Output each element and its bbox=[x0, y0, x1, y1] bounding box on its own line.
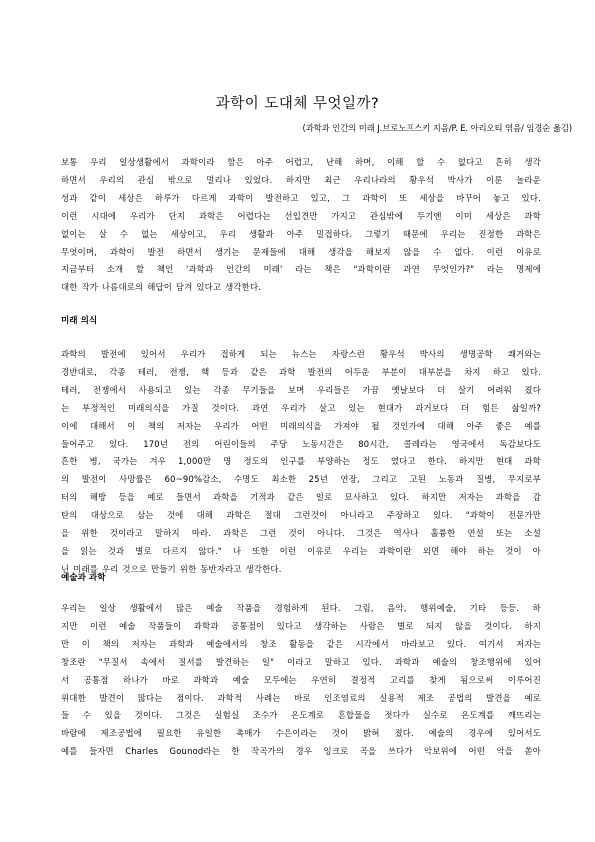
art-and-science-paragraph bbox=[61, 600, 541, 761]
text-line: 무엇이며, 과학이 발전 하면서 생기는 문제들에 대해 생각을 해보지 않을 수 없다. 이런 이유로 bbox=[61, 246, 541, 257]
text-line: 의 발전이 사망률은 60~90%감소, 수명도 최소한 25년 연장, 그리고 고된 노동과 질병, 무지로부 bbox=[61, 474, 541, 485]
text-line: 들 수 있을 것이다. 그것은 실험실 조수가 온도계로 혼합물을 젓다가 실수로 온도계를 깨뜨리는 bbox=[61, 710, 541, 721]
text-line: 예를 들자면 Charles Gounod라는 한 작곡가의 경우 잉크로 곡을 쓰다가 악보위에 어떤 악을 쏟아 bbox=[61, 746, 541, 757]
text-line: 창조란 "무질서 속에서 질서를 발견하는 일" 이라고 말하고 있다. 과학과 예술의 창조행위에 있어 bbox=[61, 656, 541, 667]
text-line: 흔한 병, 국가는 겨우 1,000만 명 정도의 인구를 부양하는 정도 였다고 한다. 하지만 현대 과학 bbox=[61, 456, 541, 467]
text-line: 이런 시대에 우리가 단지 과학은 어렵다는 선입견만 가지고 관심밖에 두기엔 이미 세상은 과학 bbox=[61, 210, 541, 221]
text-line: 는 부정적인 미래의식을 가질 것이다. 과연 우리가 살고 있는 현대가 과거보다 더 힘든 삶일까? bbox=[61, 402, 541, 413]
text-line: 보통 우리 일상생활에서 과학이라 함은 아주 어렵고, 난해 하며, 이해 할 수 없다고 흔히 생각 bbox=[61, 157, 541, 167]
text-line: 하면서 우리의 관심 밖으로 멀리나 있었다. 하지만 최근 우리나라의 황우석 박사가 이룬 놀라운 bbox=[61, 174, 541, 185]
future-awareness-paragraph bbox=[61, 346, 541, 579]
text-line: 테러, 전쟁에서 사용되고 있는 각종 무기들을 보며 우리들은 가끔 옛날보다 더 살기 어려워 졌다 bbox=[61, 384, 541, 395]
text-line: 바람에 제조공법에 필요한 유일한 촉매가 수은이라는 것이 밝혀 졌다. 예술의 경우에 있어서도 bbox=[61, 728, 541, 739]
document-title: 과학이 도대체 무엇일까? bbox=[215, 96, 380, 112]
text-line: 탄의 대상으로 삼는 것에 대해 과학은 절대 그런것이 아니라고 주장하고 있다. "과학이 전문가만 bbox=[61, 510, 541, 521]
text-line: 위대한 발견이 많다는 점이다. 과학적 사례는 바로 인조염료의 실용적 제조 공법의 발견을 예로 bbox=[61, 692, 541, 703]
text-line: 닌 미래를 우리 것으로 만들기 위한 동반자라고 생각한다. bbox=[61, 563, 282, 574]
text-line: 만 이 책의 저자는 과학과 예술에서의 창조 활동을 같은 시각에서 바라보고 있다. 여기서 저자는 bbox=[61, 638, 541, 649]
text-line: 대한 작가 나름대로의 해답이 담겨 있다고 생각한다. bbox=[61, 282, 262, 293]
text-line: 과학의 발전에 있어서 우리가 접하게 되는 뉴스는 자랑스런 황우석 박사의 생명공학 쾌거와는 bbox=[61, 349, 541, 359]
text-line: 들어주고 있다. 170년 전의 어린이들의 주당 노동시간은 80시간, 콜레라는 영국에서 독감보다도 bbox=[61, 438, 541, 449]
text-line: 지금부터 소개 할 책인 '과학과 인간의 미래' 라는 책은 "과학이란 과연 무엇인가?" 라는 명제에 bbox=[61, 264, 541, 275]
section-heading-future-awareness: 미래 의식 bbox=[61, 316, 98, 326]
text-line: 서 공통점 하나가 바로 과학과 예술 모두에는 우연히 결정적 고리를 찾게 됨으로써 이루어진 bbox=[61, 674, 541, 685]
text-line: 을 위한 것이라고 말하지 마라. 과학은 그런 것이 아니다. 그것은 역사나 훌륭한 연설 또는 소설 bbox=[61, 528, 541, 539]
text-line: 성과 같이 세상은 하루가 다르게 과학이 발전하고 있고, 그 과학이 또 세상을 바꾸어 놓고 있다. bbox=[61, 192, 541, 203]
text-line: 지만 이런 예술 작품들이 과학과 공통점이 있다고 생각하는 사람은 별로 되지 않을 것이다. 하지 bbox=[61, 620, 541, 631]
text-line: 우리는 일상 생활에서 많은 예술 작품을 경험하게 된다. 그림, 음악, 행위예술, 기타 등등. 하 bbox=[61, 603, 541, 613]
document-subtitle: (과학과 인간의 미래 J.브로노프스키 지음/P. E. 아리오티 엮음/ 임경순 옮김) bbox=[302, 123, 572, 133]
text-line: 경반대로, 각종 테러, 전쟁, 핵 등과 같은 과학 발전의 어두운 부분이 대부분을 차지 하고 있다. bbox=[61, 366, 541, 377]
text-line: 터의 해방 등을 예로 들면서 과학을 기적과 같은 일로 묘사하고 있다. 하지만 저자는 과학을 감 bbox=[61, 492, 541, 503]
text-line: 이에 대해서 이 책의 저자는 우리가 어떤 미래의식을 가져야 될 것인가에 대해 아주 좋은 예를 bbox=[61, 420, 541, 431]
intro-paragraph bbox=[61, 154, 541, 297]
text-line: 을 읽는 것과 별로 다르지 않다." 나 또한 이런 이유로 우리는 과학이란 외면 해야 하는 것이 아 bbox=[61, 545, 541, 556]
section-heading-art-and-science: 예술과 과학 bbox=[61, 573, 106, 583]
text-line: 없이는 살 수 없는 세상이고, 우리 생활과 아주 밀접하다. 그렇기 때문에 우리는 진정한 과학은 bbox=[61, 228, 541, 239]
